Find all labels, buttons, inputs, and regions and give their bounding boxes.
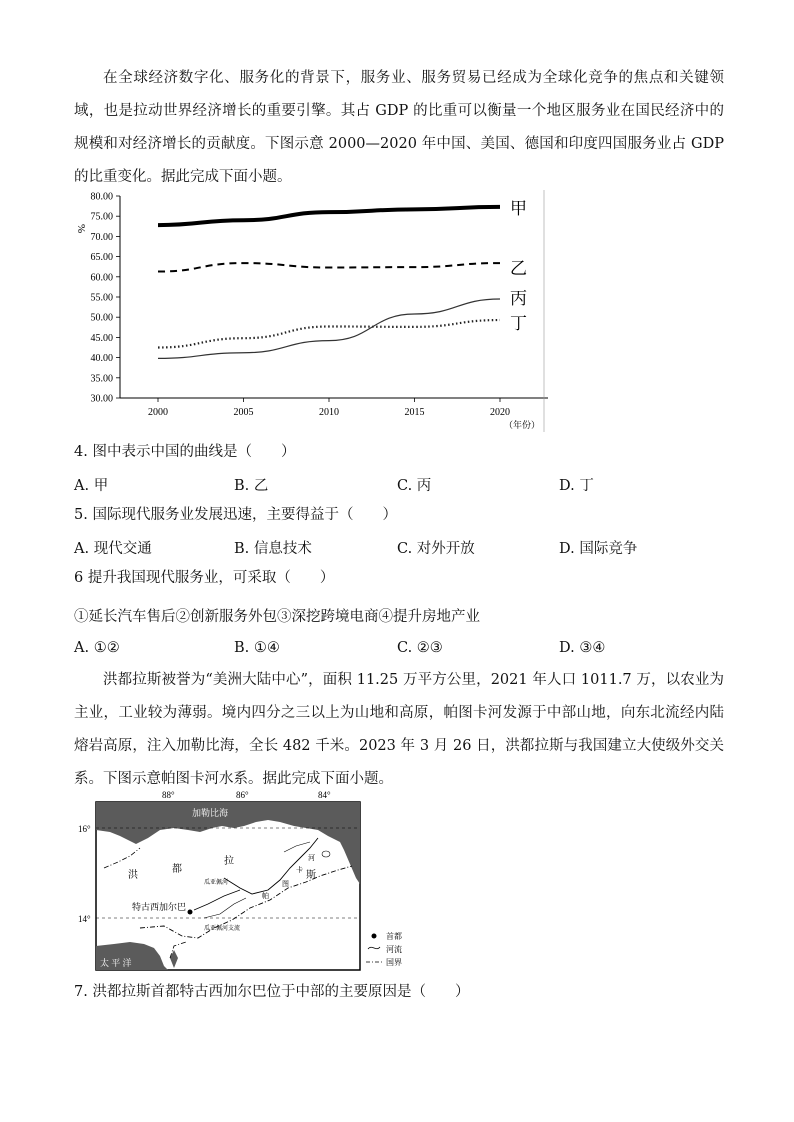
question-4-stem: 4. 图中表示中国的曲线是（ ） xyxy=(74,444,296,460)
q4-option-d[interactable]: D. 丁 xyxy=(559,478,594,494)
q4-option-c[interactable]: C. 丙 xyxy=(397,478,432,494)
river-label-tu: 图 xyxy=(282,880,289,888)
q6-option-c[interactable]: C. ②③ xyxy=(397,640,443,656)
river-label-ka: 卡 xyxy=(296,866,303,874)
x-tick-label: 2015 xyxy=(404,407,425,418)
lat-label-14: 14° xyxy=(78,914,91,924)
series-line-2 xyxy=(158,263,500,271)
y-tick-label: 35.00 xyxy=(90,373,113,385)
question-6-statements: ①延长汽车售后②创新服务外包③深挖跨境电商④提升房地产业 xyxy=(74,609,480,625)
q6-option-b[interactable]: B. ①④ xyxy=(234,640,280,656)
country-char-2: 都 xyxy=(172,864,182,875)
series-label-1: 甲 xyxy=(510,198,527,218)
y-tick-label: 80.00 xyxy=(90,191,113,203)
river-label-guayape: 瓜亚佩河 xyxy=(204,880,229,886)
q4-option-a[interactable]: A. 甲 xyxy=(74,478,109,494)
y-tick-label: 55.00 xyxy=(90,292,113,304)
question-7-stem: 7. 洪都拉斯首都特古西加尔巴位于中部的主要原因是（ ） xyxy=(74,984,470,1000)
y-tick-label: 40.00 xyxy=(90,353,113,365)
river-label-pa: 帕 xyxy=(262,892,269,900)
capital-marker xyxy=(188,910,193,915)
q5-option-c[interactable]: C. 对外开放 xyxy=(397,541,475,557)
x-tick-label: 2020 xyxy=(490,407,510,418)
patuca-river-map xyxy=(74,786,454,976)
x-tick-label: 2000 xyxy=(148,407,168,418)
legend-river-label: 河流 xyxy=(386,945,402,954)
y-tick-label: 30.00 xyxy=(90,393,113,405)
x-tick-label: 2005 xyxy=(233,407,254,418)
service-gdp-chart xyxy=(70,186,550,436)
series-line-4 xyxy=(158,320,500,347)
series-label-4: 丁 xyxy=(510,314,527,334)
capital-label: 特古西加尔巴 xyxy=(132,902,187,912)
pacific-label: 太 平 洋 xyxy=(100,958,132,968)
country-char-4: 斯 xyxy=(306,870,316,881)
y-tick-label: 60.00 xyxy=(90,272,113,284)
y-tick-label: 45.00 xyxy=(90,332,113,344)
legend-border-label: 国界 xyxy=(386,958,402,967)
series-line-1 xyxy=(158,207,500,225)
y-tick-label: 50.00 xyxy=(90,312,113,324)
legend-capital-icon xyxy=(372,934,377,939)
series-label-3: 丙 xyxy=(510,289,527,309)
legend-capital-label: 首都 xyxy=(386,932,402,941)
x-tick-label: 2010 xyxy=(319,407,339,418)
legend-river-icon xyxy=(368,947,380,949)
country-char-3: 拉 xyxy=(224,856,234,867)
q5-option-d[interactable]: D. 国际竞争 xyxy=(559,541,638,557)
q5-option-a[interactable]: A. 现代交通 xyxy=(74,541,152,557)
country-char-1: 洪 xyxy=(128,870,138,881)
intro-paragraph-2: 洪都拉斯被誉为“美洲大陆中心”，面积 11.25 万平方公里，2021 年人口 1011.7 万，以农业为主业，工业较为薄弱。境内四分之三以上为山地和高原，帕图卡河发源于中部山地，向东北流经内陆熔岩高原，注入加勒比海，全长 482 千米。2023 年 3 月 26 日，洪都拉斯与我国建立大使级外交关系。下图示意帕图卡河水系。据此完成下面小题。 xyxy=(74,672,724,787)
x-axis-label: （年份） xyxy=(503,420,541,430)
lon-label-86: 86° xyxy=(236,790,249,800)
q6-option-d[interactable]: D. ③④ xyxy=(559,640,606,656)
series-line-3 xyxy=(158,299,500,358)
question-5-stem: 5. 国际现代服务业发展迅速，主要得益于（ ） xyxy=(74,507,397,523)
y-tick-label: 75.00 xyxy=(90,211,113,223)
q4-option-b[interactable]: B. 乙 xyxy=(234,478,269,494)
island xyxy=(322,851,330,857)
caribbean-label: 加勒比海 xyxy=(192,808,229,818)
lon-label-84: 84° xyxy=(318,790,331,800)
series-label-2: 乙 xyxy=(510,259,527,279)
intro-paragraph-1: 在全球经济数字化、服务化的背景下，服务业、服务贸易已经成为全球化竞争的焦点和关键领域，也是拉动世界经济增长的重要引擎。其占 GDP 的比重可以衡量一个地区服务业在国民经济中的规模和对经济增长的贡献度。下图示意 2000—2020 年中国、美国、德国和印度四国服务业占 GDP 的比重变化。据此完成下面小题。 xyxy=(74,70,724,185)
y-tick-label: 70.00 xyxy=(90,231,113,243)
lat-label-16: 16° xyxy=(78,824,91,834)
lon-label-88: 88° xyxy=(162,790,175,800)
q5-option-b[interactable]: B. 信息技术 xyxy=(234,541,312,557)
river-label-he: 河 xyxy=(308,854,315,862)
y-axis-label: % xyxy=(75,224,87,234)
question-6-stem: 6 提升我国现代服务业，可采取（ ） xyxy=(74,570,335,586)
river-label-tributary: 瓜亚佩河支流 xyxy=(204,926,241,932)
y-tick-label: 65.00 xyxy=(90,252,113,264)
q6-option-a[interactable]: A. ①② xyxy=(74,640,120,656)
